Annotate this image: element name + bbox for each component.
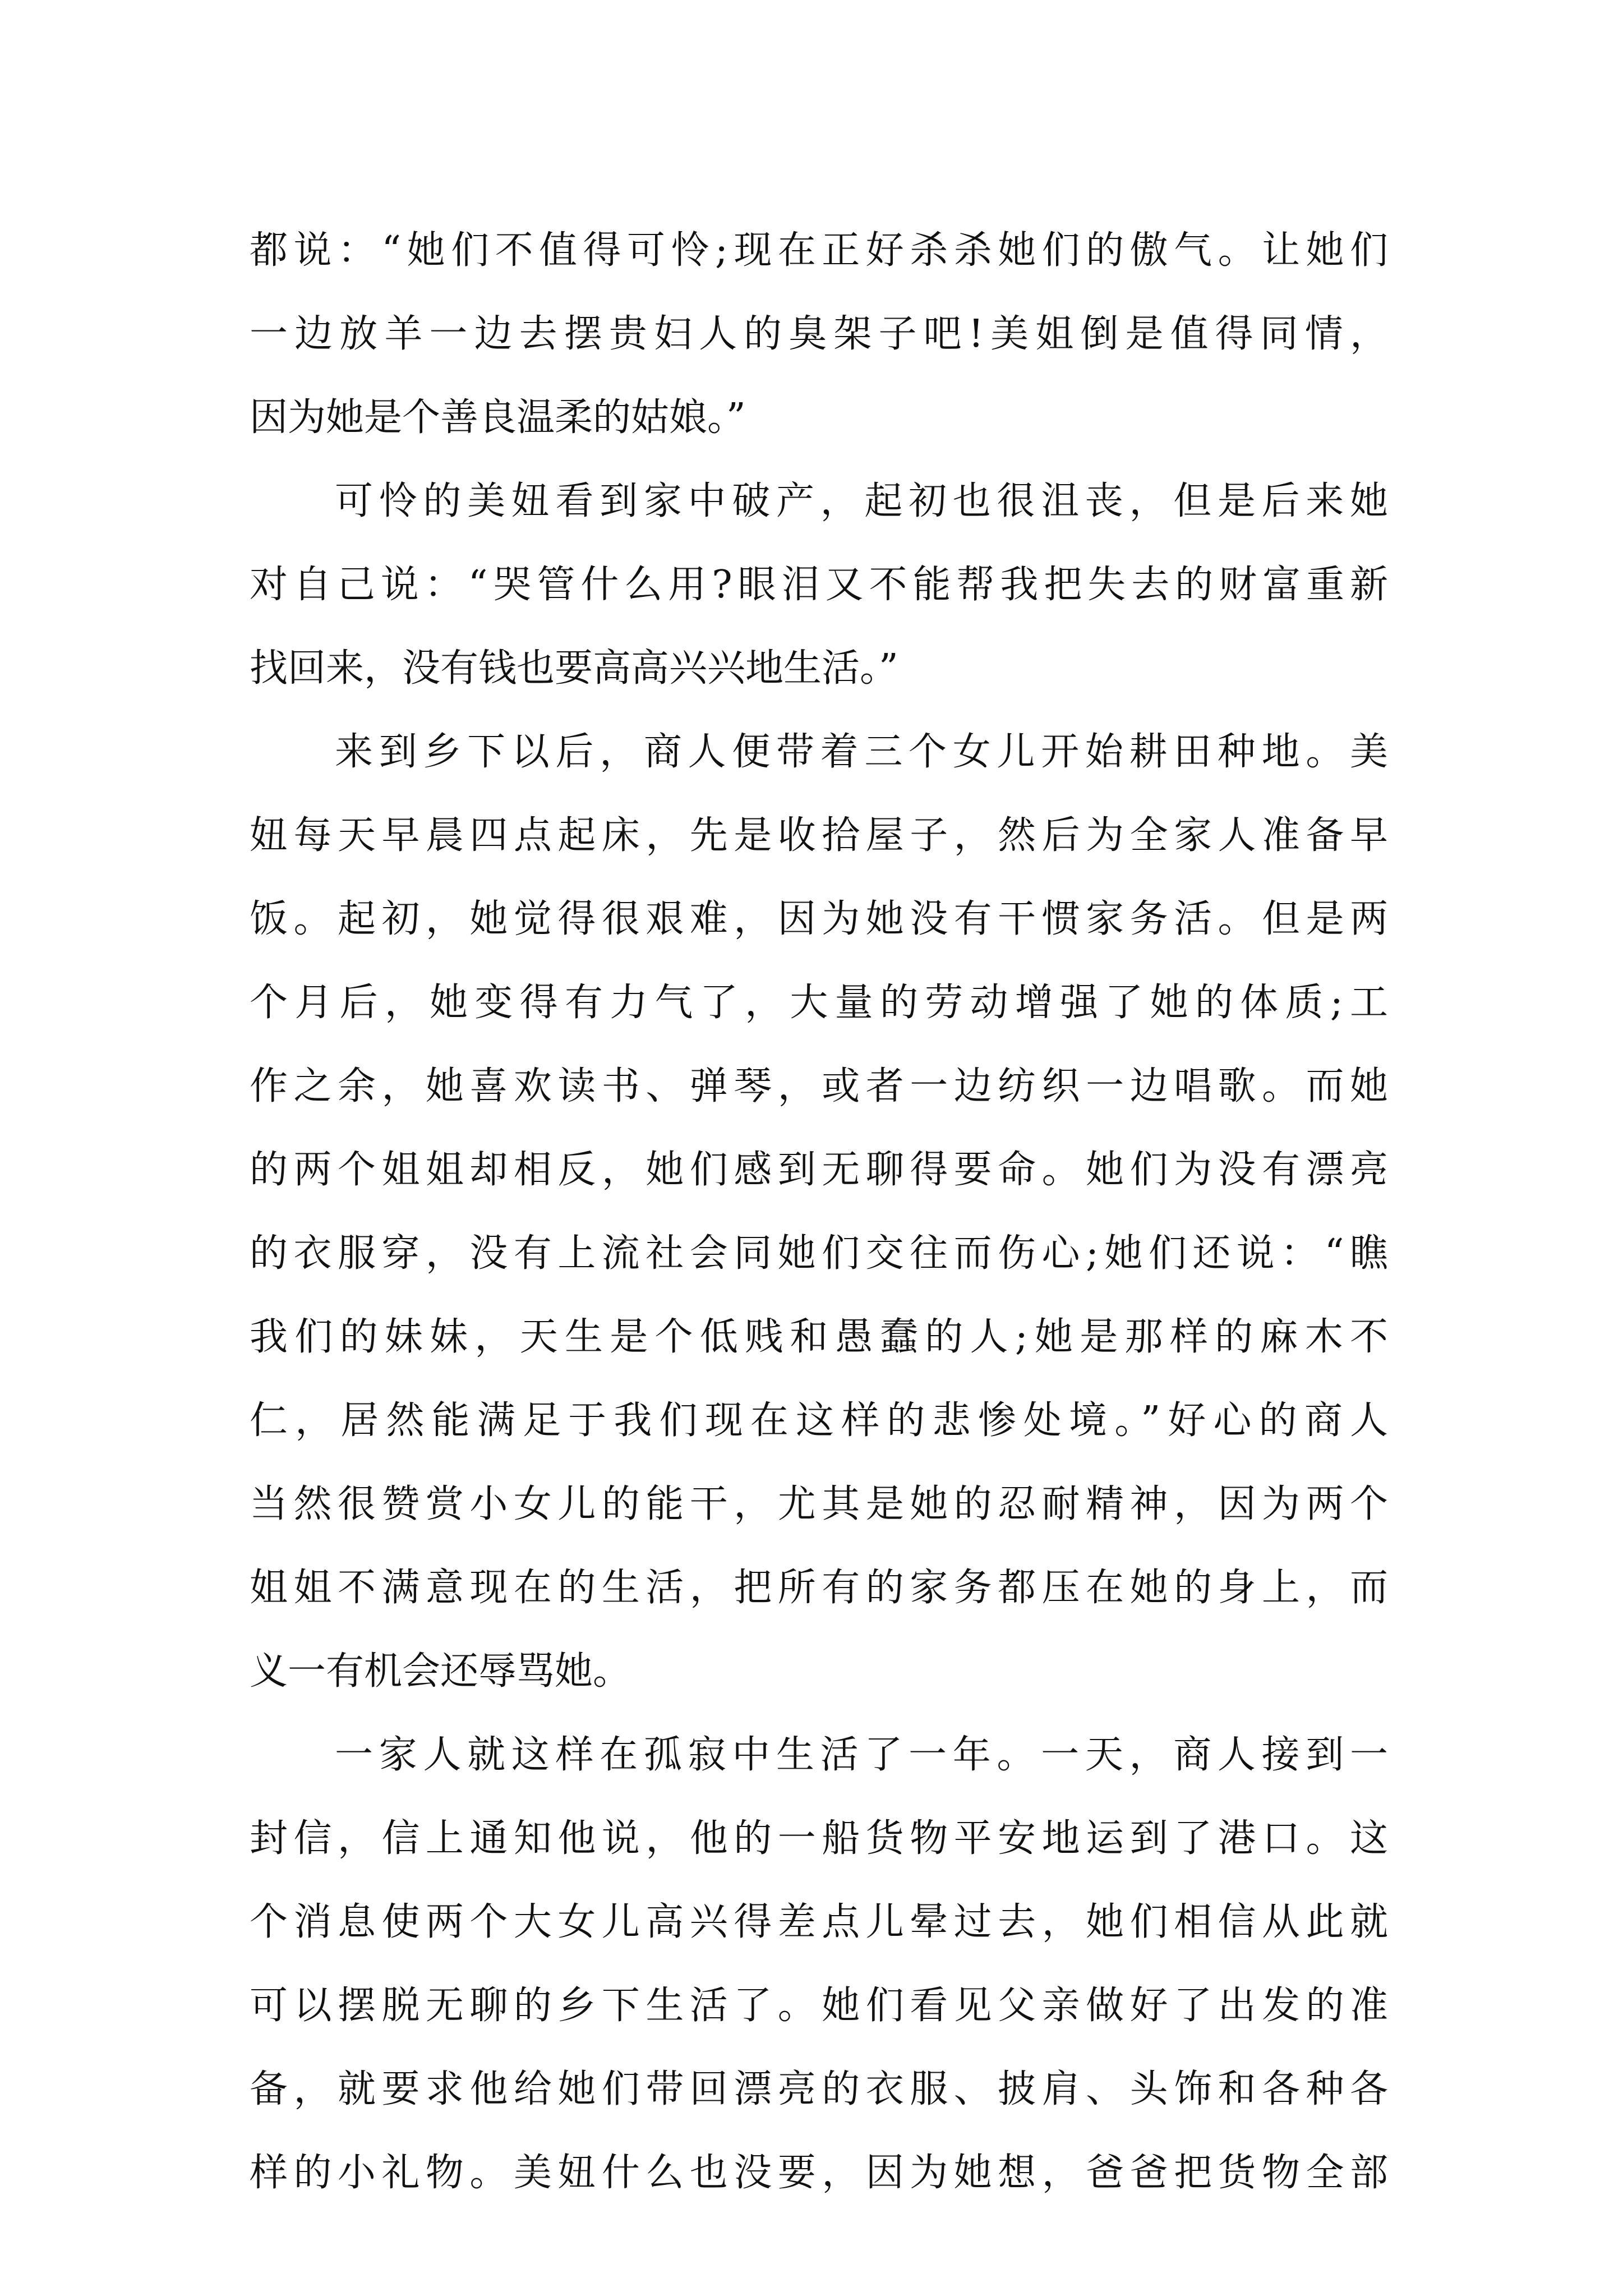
text-line: 个月后，她变得有力气了，大量的劳动增强了她的体质;工	[250, 981, 1388, 1025]
text-line: 饭。起初，她觉得很艰难，因为她没有干惯家务活。但是两	[250, 897, 1388, 941]
text-line: 对自己说：“哭管什么用?眼泪又不能帮我把失去的财富重新	[250, 563, 1388, 607]
text-line: 姐姐不满意现在的生活，把所有的家务都压在她的身上，而	[250, 1566, 1388, 1610]
text-line: 仁，居然能满足于我们现在这样的悲惨处境。”好心的商人	[250, 1398, 1388, 1443]
text-line: 可怜的美妞看到家中破产，起初也很沮丧，但是后来她	[335, 479, 1388, 523]
text-line: 当然很赞赏小女儿的能干，尤其是她的忍耐精神，因为两个	[250, 1482, 1388, 1526]
text-line: 因为她是个善良温柔的姑娘。”	[250, 395, 746, 440]
text-line: 我们的妹妹，天生是个低贱和愚蠢的人;她是那样的麻木不	[250, 1315, 1388, 1359]
text-line: 作之余，她喜欢读书、弹琴，或者一边纺织一边唱歌。而她	[250, 1064, 1388, 1108]
text-line: 可以摆脱无聊的乡下生活了。她们看见父亲做好了出发的准	[250, 1984, 1388, 2028]
text-line: 样的小礼物。美妞什么也没要，因为她想，爸爸把货物全部	[250, 2151, 1388, 2195]
document-body	[250, 209, 1388, 2215]
text-line: 封信，信上通知他说，他的一船货物平安地运到了港口。这	[250, 1816, 1388, 1861]
text-line: 来到乡下以后，商人便带着三个女儿开始耕田种地。美	[335, 730, 1388, 774]
text-line: 义一有机会还辱骂她。	[250, 1649, 631, 1694]
text-line: 个消息使两个大女儿高兴得差点儿晕过去，她们相信从此就	[250, 1900, 1388, 1944]
text-line: 的两个姐姐却相反，她们感到无聊得要命。她们为没有漂亮	[250, 1148, 1388, 1192]
text-line: 找回来，没有钱也要高高兴兴地生活。”	[250, 646, 898, 691]
text-line: 妞每天早晨四点起床，先是收拾屋子，然后为全家人准备早	[250, 813, 1388, 858]
text-line: 备，就要求他给她们带回漂亮的衣服、披肩、头饰和各种各	[250, 2067, 1388, 2111]
text-line: 都说：“她们不值得可怜;现在正好杀杀她们的傲气。让她们	[250, 228, 1388, 273]
text-line: 一家人就这样在孤寂中生活了一年。一天，商人接到一	[335, 1733, 1388, 1777]
text-line: 的衣服穿，没有上流社会同她们交往而伤心;她们还说：“瞧	[250, 1231, 1388, 1276]
text-line: 一边放羊一边去摆贵妇人的臭架子吧!美姐倒是值得同情，	[250, 312, 1388, 356]
